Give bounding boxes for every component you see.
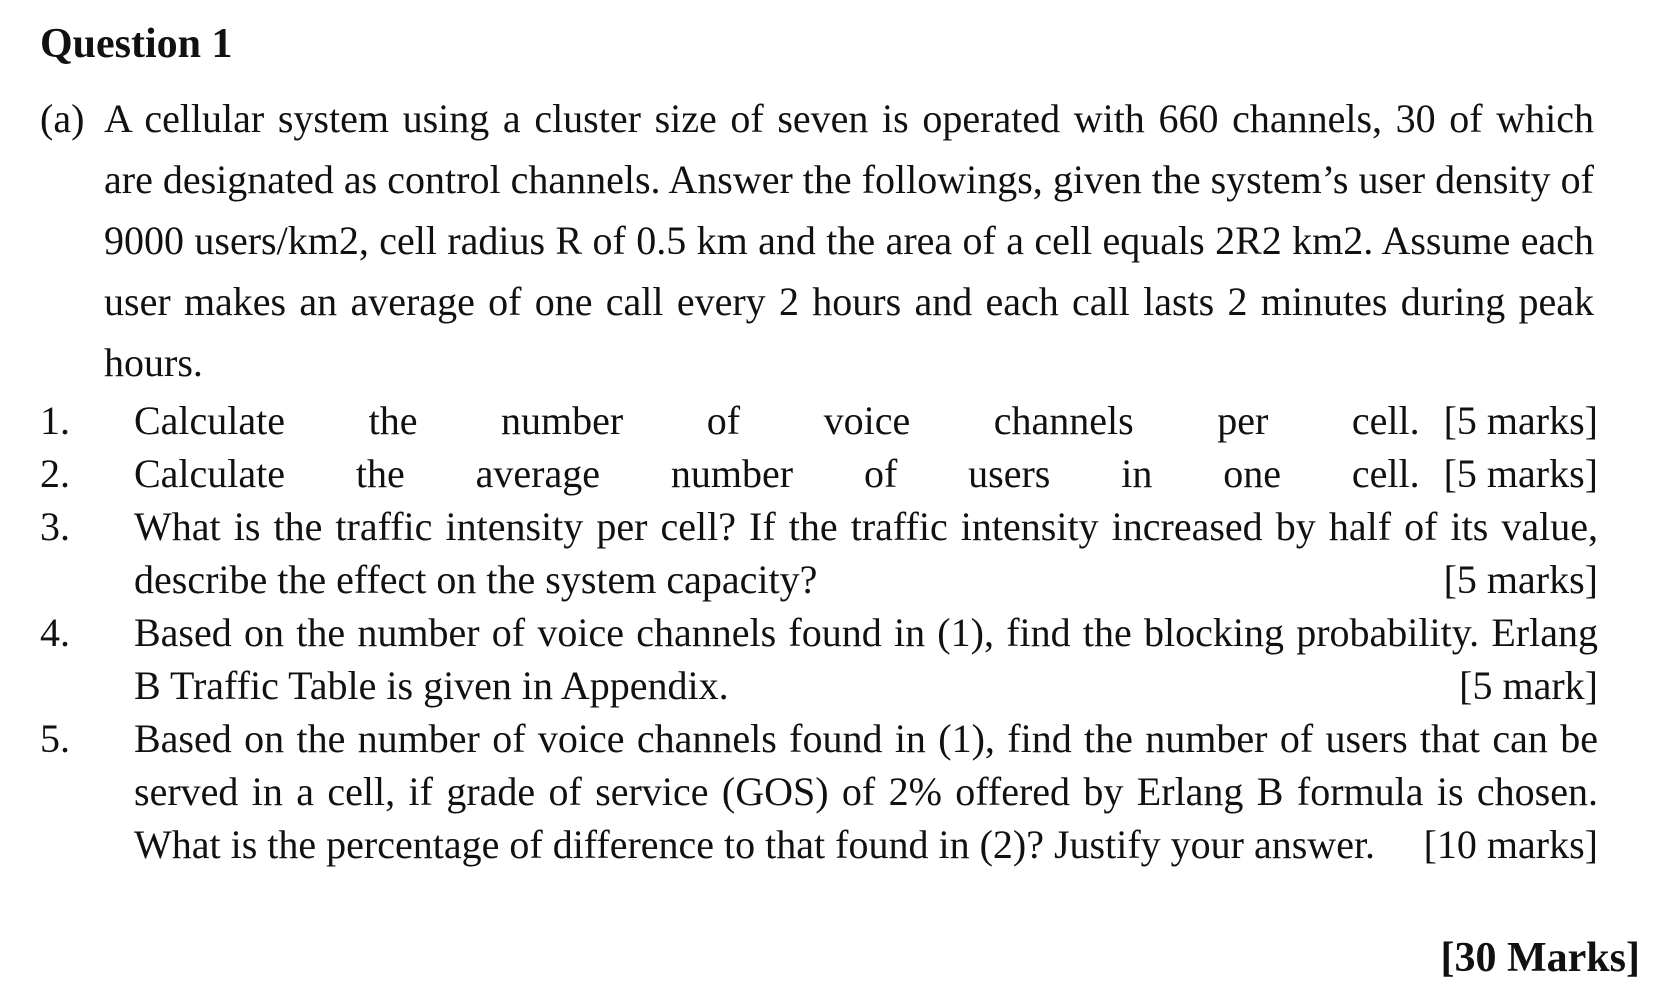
question-prompt: Calculate the number of voice channels per cell. <box>134 398 1420 443</box>
question-item-5 <box>40 712 1598 871</box>
question-number: 1. <box>40 398 70 443</box>
question-list <box>40 394 1598 871</box>
question-item-2 <box>40 447 1598 500</box>
question-item-4 <box>40 606 1598 712</box>
question-prompt: Based on the number of voice channels found in (1), find the number of users that can be served in a cell, if grade of service (GOS) of 2% offered by Erlang B formula is chosen. What is the percentage of difference to that found in (2)? Justify your answer. <box>134 716 1598 867</box>
question-number: 5. <box>40 716 70 761</box>
marks-label: [5 marks] <box>1443 398 1598 443</box>
question-number: 3. <box>40 504 70 549</box>
question-prompt: Calculate the average number of users in one cell. <box>134 451 1420 496</box>
marks-label: [10 marks] <box>1423 822 1598 867</box>
question-heading: Question 1 <box>40 21 233 67</box>
total-marks: [30 Marks] <box>1440 935 1640 981</box>
marks-label: [5 marks] <box>1443 557 1598 602</box>
question-prompt: Based on the number of voice channels found in (1), find the blocking probability. Erlang B Traffic Table is given in Appendix. <box>134 610 1598 708</box>
question-item-1 <box>40 394 1598 447</box>
question-number: 4. <box>40 610 70 655</box>
question-number: 2. <box>40 451 70 496</box>
question-text <box>134 500 1598 606</box>
marks-label: [5 marks] <box>1443 451 1598 496</box>
question-text <box>134 394 1598 447</box>
question-text <box>134 447 1598 500</box>
question-item-3 <box>40 500 1598 606</box>
question-text <box>134 712 1598 871</box>
question-intro: A cellular system using a cluster size of seven is operated with 660 channels, 30 of which are designated as control channels. Answer the followings, given the system’s user density of 9000 users/km2, cell radius R of 0.5 km and the area of a cell equals 2R2 km2. Assume each user makes an average of one call every 2 hours and each call lasts 2 minutes during peak hours. <box>104 96 1594 385</box>
marks-label: [5 mark] <box>1459 663 1598 708</box>
question-prompt: What is the traffic intensity per cell? If the traffic intensity increased by half of its value, describe the effect on the system capacity? <box>134 504 1598 602</box>
question-text <box>134 606 1598 712</box>
part-label: (a) <box>40 96 85 141</box>
